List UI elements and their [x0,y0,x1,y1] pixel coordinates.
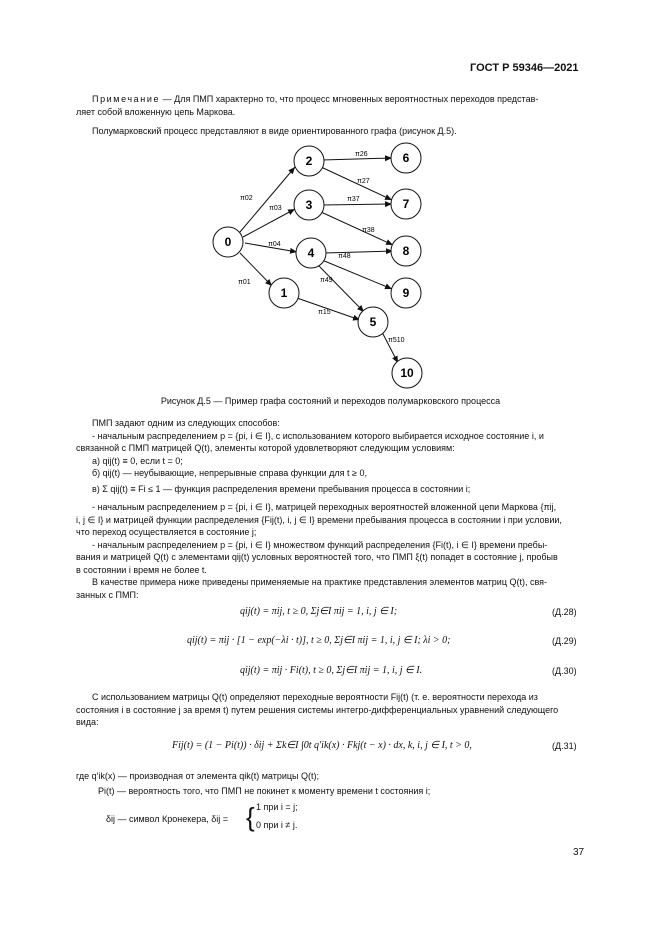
edge-2-6 [322,158,392,160]
note-text: — Для ПМП характерно то, что процесс мгновенных вероятностных переходов представ- [160,94,539,104]
node-8: 8 [402,244,410,258]
edge-0-3 [243,209,295,237]
body-line-9: что переход осуществляется в состояние j; [76,527,257,537]
edge-4-8 [324,251,393,253]
edge-4-9 [322,260,392,289]
formula-d31: Fij(t) = (1 − Pi(t)) · δij + Σk∈I ∫0t q′ik(x) · Fkj(t − x) · dx, k, i, j ∈ I, t > 0, [172,740,472,751]
edge-label-48: π48 [338,253,351,260]
node-9: 9 [402,286,410,300]
edge-3-7 [323,204,392,205]
edge-label-26: π26 [355,151,368,158]
formula-d29-number: (Д.29) [552,636,577,646]
body-line-5: б) qij(t) — неубывающие, непрерывные справа функции для t ≥ 0, [92,468,368,478]
body-line-4: а) qij(t) ≡ 0, если t = 0; [92,455,183,466]
note-paragraph [76,93,584,118]
kronecker-brace: { [246,802,255,832]
node-2: 2 [305,154,313,168]
edge-label-27: π27 [357,178,370,185]
para2-line-2: состояния i в состояние j за время t) путем решения системы интегро-дифференциальных уравнений следующего [76,704,559,715]
body-line-13: В качестве примера ниже приведены применяемые на практике представления элементов матриц Q(t), свя- [92,577,548,587]
body-line-7: - начальным распределением p = {pi, i ∈ I}, матрицей переходных вероятностей вложенной цепи Маркова {πij, [92,502,557,512]
body-line-1: ПМП задают одним из следующих способов: [92,418,280,428]
edge-4-5 [318,265,364,312]
intro-paragraph: Полумарковский процесс представляют в виде ориентированного графа (рисунок Д.5). [92,126,457,136]
body-line-12: в состоянии i время не более t. [76,564,207,575]
node-4: 4 [307,246,315,260]
node-10: 10 [400,366,414,380]
para2-line-1: С использованием матрицы Q(t) определяют переходные вероятности Fij(t) (т. е. вероятности перехода из [92,692,538,702]
body-line-10: - начальным распределением p = {pi, i ∈ I} множеством функций распределения {Fi(t), i ∈ I} времени пребы- [92,539,548,550]
body-line-2: - начальным распределением p = {pi, i ∈ I}, с использованием которого выбирается исходное состояние i, и [92,430,544,441]
body-line-6: в) Σ qij(t) ≡ Fi ≤ 1 — функция распределения времени пребывания процесса в состоянии i; [92,483,471,494]
edge-label-01: π01 [238,279,251,286]
graph-node-circles [213,143,422,388]
edge-label-510: π510 [388,337,405,344]
kronecker-case-2: 0 при i ≠ j. [256,820,298,830]
body-line-3: связанной с ПМП матрицей Q(t), элементы которой удовлетворяют следующим условиям: [76,443,455,453]
body-line-11: вания и матрицей Q(t) с элементами qij(t) условных вероятностей того, что ПМП ξ(t) попадет в состояние j, пробыв [76,552,558,562]
node-0: 0 [224,235,232,249]
formula-d30: qij(t) = πij · Fi(t), t ≥ 0, Σj∈I πij = 1, i, j ∈ I. [240,665,423,676]
integro-paragraph [76,691,584,729]
edge-label-49: π49 [320,277,333,284]
formula-d29: qij(t) = πij · [1 − exp(−λi · t)], t ≥ 0, Σj∈I πij = 1, i, j ∈ I; λi > 0; [187,635,451,646]
formula-d28-number: (Д.28) [552,607,577,617]
where-line-1: где q′ik(x) — производная от элемента qik(t) матрицы Q(t); [76,771,319,781]
note-text-2: ляет собой вложенную цепь Маркова. [76,106,236,117]
node-7: 7 [402,197,410,211]
document-header: ГОСТ Р 59346—2021 [470,62,579,74]
edge-label-04: π04 [268,241,281,248]
page-number: 37 [573,847,585,858]
formula-d28: qij(t) = πij, t ≥ 0, Σj∈I πij = 1, i, j ∈ I; [240,606,398,617]
edge-label-37: π37 [347,196,360,203]
node-5: 5 [369,315,377,329]
where-line-3: δij — символ Кронекера, δij = [106,814,229,824]
semi-markov-graph [200,140,440,390]
node-1: 1 [280,286,288,300]
edge-label-15: π15 [318,309,331,316]
node-6: 6 [402,151,410,165]
para2-line-3: вида: [76,717,99,727]
note-label: Примечание [92,94,161,104]
node-3: 3 [305,198,313,212]
methods-paragraph [76,417,584,601]
figure-caption: Рисунок Д.5 — Пример графа состояний и переходов полумарковского процесса [160,396,501,406]
body-line-14: занных с ПМП: [76,589,139,600]
body-line-8: i, j ∈ I} и матрицей функции распределения {Fij(t), i, j ∈ I} времени пребывания процесса в состоянии i при условии, [76,514,562,525]
formula-d30-number: (Д.30) [552,666,577,676]
edge-label-02: π02 [240,195,253,202]
where-line-2: Pi(t) — вероятность того, что ПМП не покинет к моменту времени t состояния i; [98,786,431,796]
formula-d31-number: (Д.31) [552,741,577,751]
edge-3-8 [321,212,393,245]
kronecker-case-1: 1 при i = j; [256,802,298,812]
edge-label-03: π03 [269,205,282,212]
edge-label-38: π38 [362,227,375,234]
